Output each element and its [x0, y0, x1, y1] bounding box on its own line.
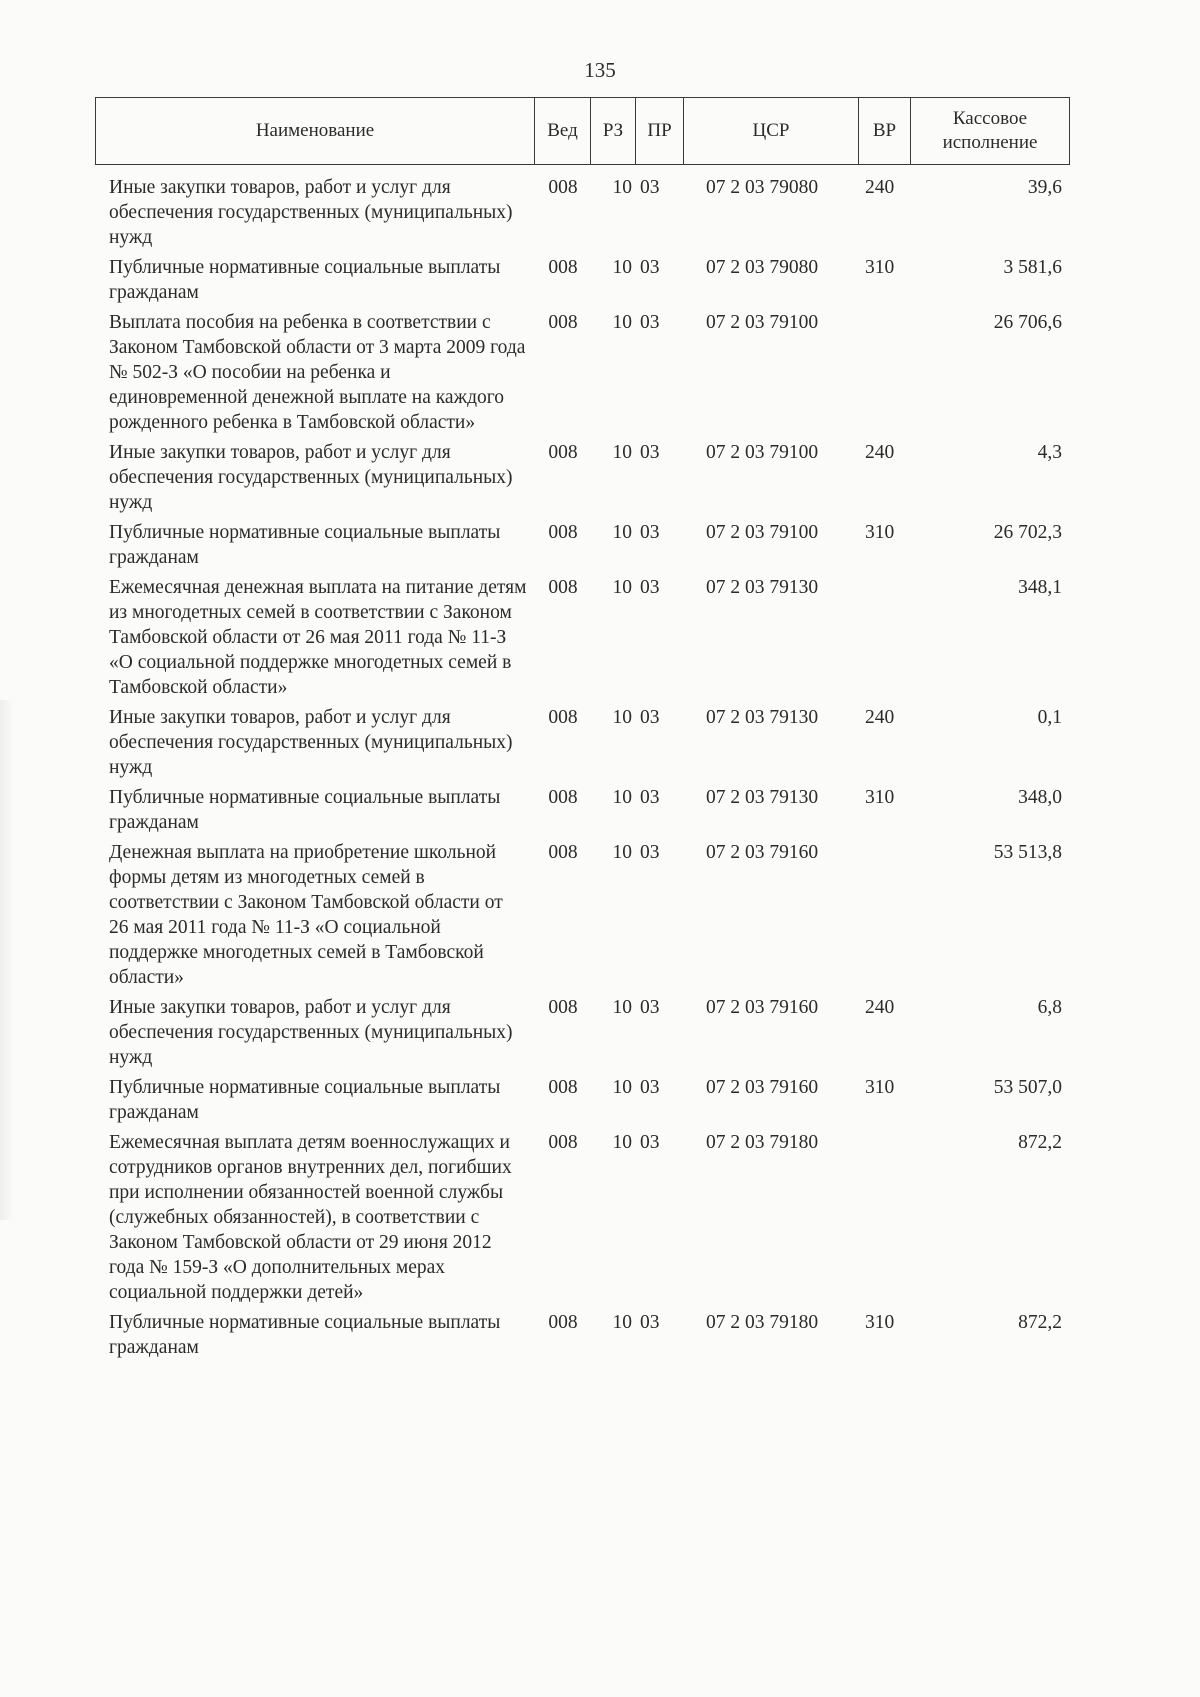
row-name: Выплата пособия на ребенка в соответствии с Законом Тамбовской области от 3 марта 2009 года № 502-З «О пособии на ребенка и единовременной денежной выплате на каждого рожденного ребенка в Тамбовской области»: [109, 312, 526, 433]
table-header: [95, 97, 1070, 165]
row-rz: 10: [612, 522, 632, 543]
row-pr: 03: [640, 842, 660, 863]
row-rz: 10: [612, 842, 632, 863]
row-ved: 008: [548, 577, 578, 598]
row-pr: 03: [640, 522, 660, 543]
table-row: [95, 1310, 1070, 1360]
header-vr: ВР: [858, 98, 910, 164]
row-ved: 008: [548, 842, 578, 863]
row-csr: 07 2 03 79160: [706, 997, 819, 1018]
row-rz: 10: [612, 707, 632, 728]
row-vr: 310: [865, 787, 895, 808]
row-rz: 10: [612, 442, 632, 463]
row-sum: 4,3: [1037, 442, 1062, 463]
header-name: Наименование: [255, 120, 375, 141]
table-row: [95, 840, 1070, 990]
row-vr: 310: [865, 1077, 895, 1098]
row-rz: 10: [612, 1077, 632, 1098]
table-row: [95, 310, 1070, 435]
row-name: Ежемесячная денежная выплата на питание детям из многодетных семей в соответствии с Законом Тамбовской области от 26 мая 2011 года № 11-З «О социальной поддержке многодетных семей в Тамбовской области»: [109, 577, 527, 698]
row-vr: 240: [865, 177, 895, 198]
table-body: [95, 175, 1070, 1360]
row-name: Публичные нормативные социальные выплаты гражданам: [109, 257, 501, 303]
row-name: Иные закупки товаров, работ и услуг для обеспечения государственных (муниципальных) нужд: [109, 177, 513, 248]
row-ved: 008: [548, 997, 578, 1018]
row-sum: 872,2: [1018, 1312, 1062, 1333]
table-row: [95, 705, 1070, 780]
row-name: Публичные нормативные социальные выплаты гражданам: [109, 787, 501, 833]
header-ved: Вед: [534, 98, 590, 164]
row-pr: 03: [640, 997, 660, 1018]
row-vr: 310: [865, 522, 895, 543]
row-rz: 10: [612, 1312, 632, 1333]
row-ved: 008: [548, 1312, 578, 1333]
table-row: [95, 255, 1070, 305]
row-sum: 0,1: [1037, 707, 1062, 728]
row-pr: 03: [640, 1312, 660, 1333]
row-name: Публичные нормативные социальные выплаты гражданам: [109, 1077, 501, 1123]
row-sum: 53 507,0: [993, 1077, 1062, 1098]
row-vr: [857, 575, 909, 700]
row-csr: 07 2 03 79080: [706, 257, 819, 278]
row-csr: 07 2 03 79130: [706, 707, 819, 728]
row-pr: 03: [640, 1077, 660, 1098]
row-vr: 240: [865, 707, 895, 728]
row-csr: 07 2 03 79100: [706, 522, 819, 543]
row-csr: 07 2 03 79100: [706, 312, 819, 333]
row-vr: 240: [865, 442, 895, 463]
row-vr: 310: [865, 257, 895, 278]
header-csr: ЦСР: [683, 98, 858, 164]
row-ved: 008: [548, 442, 578, 463]
row-name: Иные закупки товаров, работ и услуг для обеспечения государственных (муниципальных) нужд: [109, 442, 513, 513]
row-sum: 872,2: [1018, 1132, 1062, 1153]
table-row: [95, 785, 1070, 835]
table-row: [95, 520, 1070, 570]
row-csr: 07 2 03 79160: [706, 1077, 819, 1098]
row-pr: 03: [640, 442, 660, 463]
row-csr: 07 2 03 79180: [706, 1312, 819, 1333]
row-ved: 008: [548, 1077, 578, 1098]
row-rz: 10: [612, 787, 632, 808]
table-row: [95, 995, 1070, 1070]
row-sum: 348,0: [1018, 787, 1062, 808]
row-name: Публичные нормативные социальные выплаты гражданам: [109, 522, 501, 568]
row-ved: 008: [548, 312, 578, 333]
row-pr: 03: [640, 177, 660, 198]
row-csr: 07 2 03 79080: [706, 177, 819, 198]
row-pr: 03: [640, 577, 660, 598]
row-rz: 10: [612, 177, 632, 198]
row-rz: 10: [612, 1132, 632, 1153]
table-row: [95, 1130, 1070, 1305]
row-name: Публичные нормативные социальные выплаты гражданам: [109, 1312, 501, 1358]
table-row: [95, 575, 1070, 700]
row-name: Иные закупки товаров, работ и услуг для обеспечения государственных (муниципальных) нужд: [109, 997, 513, 1068]
table-row: [95, 175, 1070, 250]
row-name: Ежемесячная выплата детям военнослужащих и сотрудников органов внутренних дел, погибших при исполнении обязанностей военной службы (служебных обязанностей), в соответствии с Законом Тамбовской области от 29 июня 2012 года № 159-З «О дополнительных мерах социальной поддержки детей»: [109, 1132, 512, 1303]
row-pr: 03: [640, 312, 660, 333]
row-name: Денежная выплата на приобретение школьной формы детям из многодетных семей в соответствии с Законом Тамбовской области от 26 мая 2011 года № 11-З «О социальной поддержке многодетных семей в Тамбовской области»: [109, 842, 503, 988]
row-sum: 26 706,6: [993, 312, 1062, 333]
row-pr: 03: [640, 787, 660, 808]
row-csr: 07 2 03 79180: [706, 1132, 819, 1153]
row-name: Иные закупки товаров, работ и услуг для обеспечения государственных (муниципальных) нужд: [109, 707, 513, 778]
row-rz: 10: [612, 257, 632, 278]
row-csr: 07 2 03 79130: [706, 787, 819, 808]
row-rz: 10: [612, 312, 632, 333]
row-sum: 39,6: [1027, 177, 1062, 198]
row-csr: 07 2 03 79160: [706, 842, 819, 863]
row-csr: 07 2 03 79130: [706, 577, 819, 598]
row-vr: 240: [865, 997, 895, 1018]
scan-shadow: [0, 700, 14, 1220]
row-sum: 26 702,3: [993, 522, 1062, 543]
row-sum: 6,8: [1037, 997, 1062, 1018]
row-sum: 348,1: [1018, 577, 1062, 598]
row-vr: [857, 1130, 909, 1305]
row-ved: 008: [548, 1132, 578, 1153]
table-row: [95, 1075, 1070, 1125]
row-ved: 008: [548, 257, 578, 278]
row-ved: 008: [548, 522, 578, 543]
header-pr: ПР: [635, 98, 683, 164]
row-sum: 53 513,8: [993, 842, 1062, 863]
row-pr: 03: [640, 1132, 660, 1153]
table-row: [95, 440, 1070, 515]
row-vr: [857, 840, 909, 990]
header-sum: Кассовое исполнение: [910, 98, 1069, 164]
row-pr: 03: [640, 257, 660, 278]
header-rz: РЗ: [590, 98, 635, 164]
row-csr: 07 2 03 79100: [706, 442, 819, 463]
page-number: 135: [584, 58, 616, 82]
row-ved: 008: [548, 787, 578, 808]
row-ved: 008: [548, 707, 578, 728]
row-vr: [857, 310, 909, 435]
row-pr: 03: [640, 707, 660, 728]
budget-table: [95, 97, 1070, 1365]
row-rz: 10: [612, 997, 632, 1018]
row-rz: 10: [612, 577, 632, 598]
row-ved: 008: [548, 177, 578, 198]
row-sum: 3 581,6: [1003, 257, 1062, 278]
row-vr: 310: [865, 1312, 895, 1333]
